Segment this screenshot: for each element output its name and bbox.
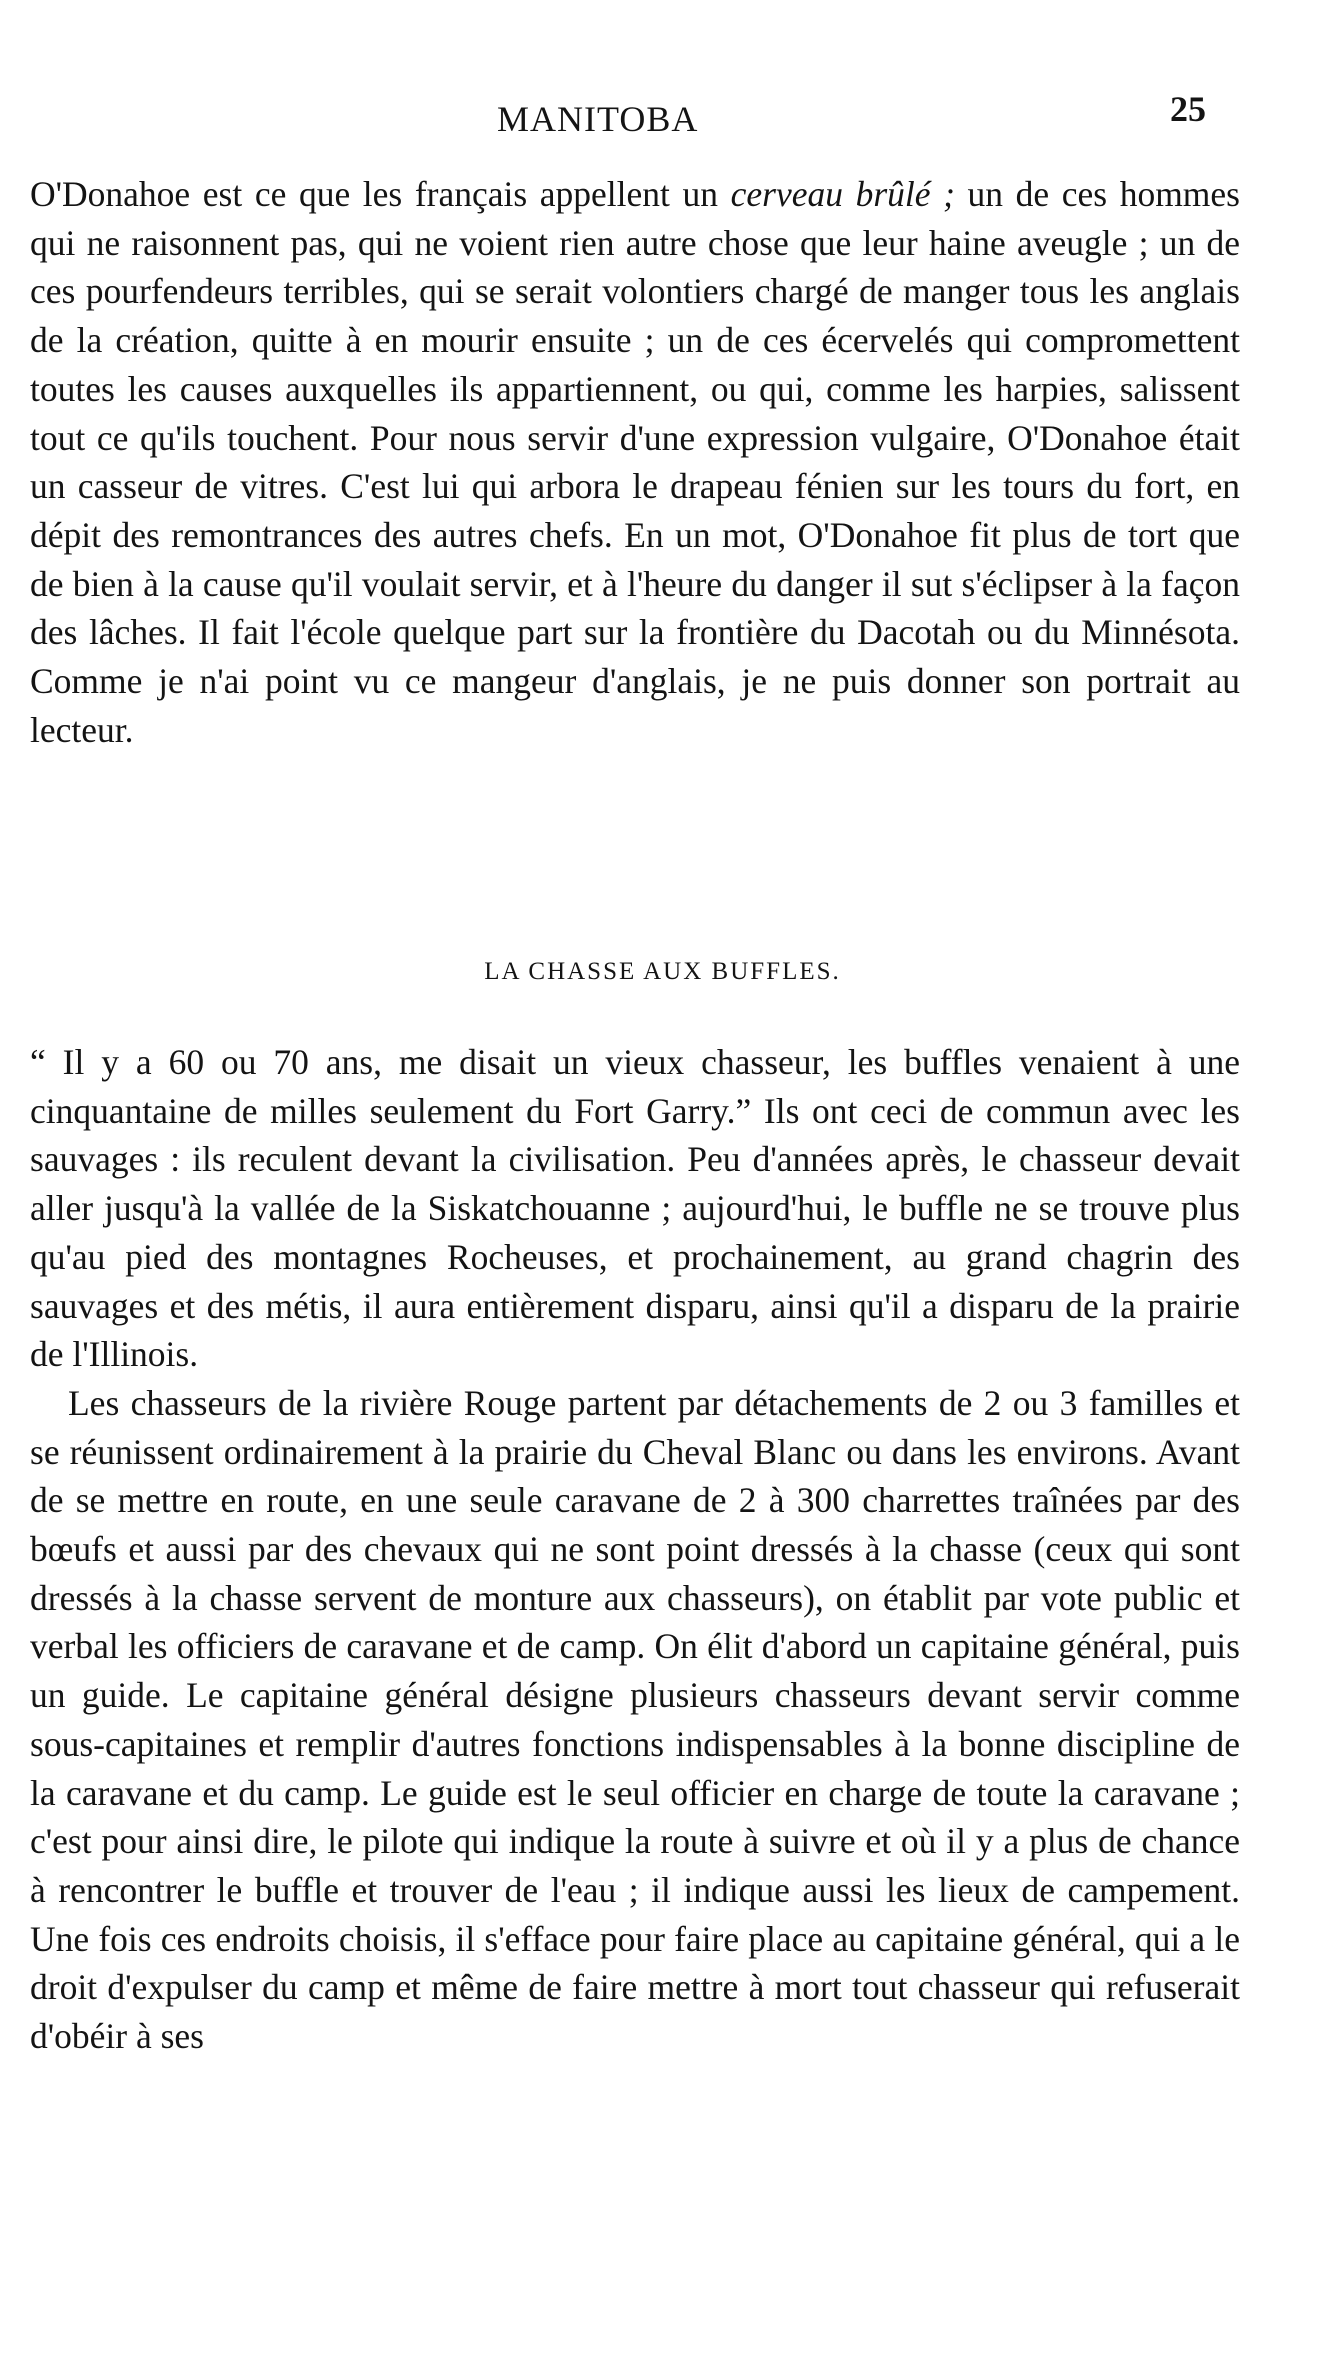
section-paragraph: “ Il y a 60 ou 70 ans, me disait un vieux chasseur, les buffles venaient à une cinquantaine de milles seulement du Fort Garry.” Ils ont ceci de commun avec les sauvages : ils reculent devant la civilisation. Peu d'années après, le chasseur devait aller jusqu'à la vallée de la Siskatchouanne ; aujourd'hui, le buffle ne se trouve plus qu'au pied des montagnes Rocheuses, et prochainement, au grand chagrin des sauvages et des métis, il aura entièrement disparu, ainsi qu'il a disparu de la prairie de l'Illinois. (30, 1042, 1240, 1375)
intro-italic-phrase: cerveau brûlé ; (730, 174, 955, 214)
intro-text-start: O'Donahoe est ce que les français appellent un (30, 174, 731, 214)
running-title: MANITOBA (497, 99, 699, 139)
page-number: 25 (1170, 89, 1206, 129)
section-title: LA CHASSE AUX BUFFLES. (484, 958, 841, 985)
intro-paragraph (30, 170, 1240, 754)
section-paragraph: Les chasseurs de la rivière Rouge partent par détachements de 2 ou 3 familles et se réunissent ordinairement à la prairie du Cheval Blanc ou dans les environs. Avant de se mettre en route, en une seule caravane de 2 à 300 charrettes traînées par des bœufs et aussi par des chevaux qui ne sont point dressés à la chasse (ceux qui sont dressés à la chasse servent de monture aux chasseurs), on établit par vote public et verbal les officiers de caravane et de camp. On élit d'abord un capitaine général, puis un guide. Le capitaine général désigne plusieurs chasseurs devant servir comme sous-capitaines et remplir d'autres fonctions indispensables à la bonne discipline de la caravane et du camp. Le guide est le seul officier en charge de toute la caravane ; c'est pour ainsi dire, le pilote qui indique la route à suivre et où il y a plus de chance à rencontrer le buffle et trouver de l'eau ; il indique aussi les lieux de campement. Une fois ces endroits choisis, il s'efface pour faire place au capitaine général, qui a le droit d'expulser du camp et même de faire mettre à mort tout chasseur qui refuserait d'obéir à ses (30, 1382, 1240, 2057)
intro-text-rest: un de ces hommes qui ne raisonnent pas, qui ne voient rien autre chose que leur haine aveugle ; un de ces pourfendeurs terribles, qui se serait volontiers chargé de manger tous les anglais de la création, quitte à en mourir ensuite ; un de ces écervelés qui compromettent toutes les causes auxquelles ils appartiennent, ou qui, comme les harpies, salissent tout ce qu'ils touchent. Pour nous servir d'une expression vulgaire, O'Donahoe était un casseur de vitres. C'est lui qui arbora le drapeau fénien sur les tours du fort, en dépit des remontrances des autres chefs. En un mot, O'Donahoe fit plus de tort que de bien à la cause qu'il voulait servir, et à l'heure du danger il sut s'éclipser à la façon des lâches. Il fait l'école quelque part sur la frontière du Dacotah ou du Minnésota. Comme je n'ai point vu ce mangeur d'anglais, je ne puis donner son portrait au lecteur. (30, 174, 1240, 750)
section-body (30, 1038, 1240, 2061)
